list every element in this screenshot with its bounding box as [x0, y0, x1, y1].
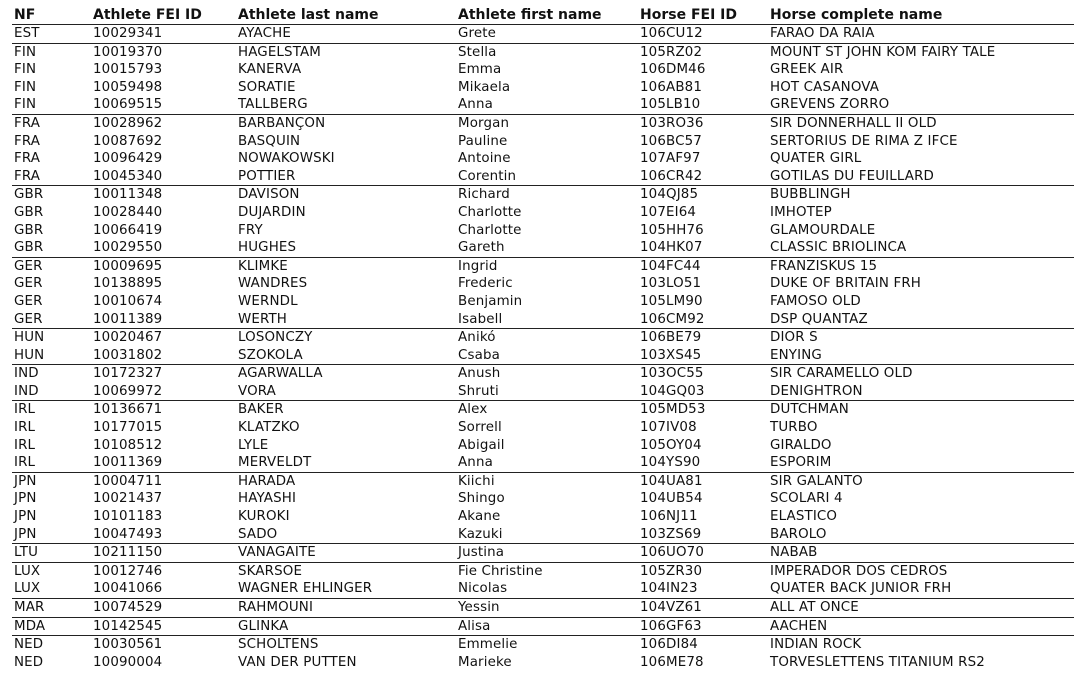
athlete-last-name-cell: SZOKOLA [238, 347, 303, 363]
table-row [12, 133, 1074, 151]
horse-fei-id-cell: 103ZS69 [640, 526, 702, 542]
athlete-first-name-cell: Mikaela [458, 79, 511, 95]
horse-fei-id-cell: 107AF97 [640, 151, 701, 167]
column-header-athlete-last-name: Athlete last name [238, 7, 379, 23]
athlete-first-name-cell: Antoine [458, 151, 511, 167]
athlete-last-name-cell: AYACHE [238, 26, 291, 41]
athlete-last-name-cell: FRY [238, 222, 263, 238]
athlete-first-name-cell: Sorrell [458, 420, 502, 436]
athlete-fei-id-cell: 10138895 [93, 276, 163, 292]
athlete-last-name-cell: LYLE [238, 437, 269, 453]
athlete-first-name-cell: Stella [456, 43, 638, 61]
table-row [12, 401, 1074, 419]
horse-fei-id-cell: 104UB54 [640, 491, 703, 507]
athlete-fei-id-cell: 10101183 [93, 509, 163, 525]
athlete-last-name-cell: TALLBERG [238, 97, 308, 113]
athlete-first-name-cell: Frederic [458, 276, 513, 292]
athlete-first-name-cell: Nicolas [458, 581, 508, 597]
athlete-last-name-cell: MERVELDT [238, 455, 312, 471]
athlete-last-name-cell: KLATZKO [238, 420, 300, 436]
athlete-first-name-cell: Anikó [456, 329, 638, 347]
column-header-nf: NF [14, 7, 36, 23]
nf-cell: GBR [14, 204, 44, 220]
athlete-last-name-cell: DUJARDIN [238, 204, 306, 220]
nf-cell: LUX [14, 581, 41, 597]
column-header-horse-fei-id: Horse FEI ID [640, 7, 737, 23]
nf-cell: GBR [12, 186, 91, 204]
athlete-fei-id-cell: 10069972 [93, 383, 163, 399]
horse-complete-name-cell: HOT CASANOVA [770, 79, 880, 95]
table-row [12, 636, 1074, 654]
table-row [12, 419, 1074, 437]
athlete-first-name-cell: Morgan [456, 114, 638, 132]
horse-fei-id-cell: 107IV08 [640, 420, 697, 436]
athlete-last-name-cell: POTTIER [238, 168, 296, 184]
table-row [12, 96, 1074, 114]
athlete-last-name-cell: HARADA [236, 472, 456, 490]
nf-cell: HUN [14, 347, 45, 363]
athlete-fei-id-cell: 10009695 [91, 257, 236, 275]
horse-fei-id-cell: 106BC57 [640, 133, 702, 149]
nf-cell: GBR [14, 240, 44, 256]
athlete-fei-id-cell: 10087692 [93, 133, 163, 149]
athlete-fei-id-cell: 10011389 [93, 311, 163, 327]
athlete-fei-id-cell: 10020467 [91, 329, 236, 347]
table-row [12, 526, 1074, 544]
nf-cell: LUX [12, 562, 91, 580]
athlete-fei-id-cell: 10047493 [93, 526, 163, 542]
athlete-fei-id-cell: 10211150 [91, 544, 236, 563]
athlete-fei-id-cell: 10004711 [91, 472, 236, 490]
athlete-fei-id-cell: 10012746 [91, 562, 236, 580]
table-header [12, 6, 1074, 25]
athlete-first-name-cell: Kazuki [458, 526, 503, 542]
horse-fei-id-cell: 103RO36 [638, 114, 768, 132]
horse-fei-id-cell: 106CU12 [640, 26, 703, 41]
athlete-fei-id-cell: 10011369 [93, 455, 163, 471]
horse-complete-name-cell: SERTORIUS DE RIMA Z IFCE [770, 133, 958, 149]
athlete-first-name-cell: Csaba [458, 347, 500, 363]
horse-complete-name-cell: QUATER BACK JUNIOR FRH [770, 581, 952, 597]
athlete-fei-id-cell: 10074529 [91, 599, 236, 618]
athlete-fei-id-cell: 10029550 [93, 240, 163, 256]
horse-fei-id-cell: 107EI64 [640, 204, 697, 220]
athlete-last-name-cell: GLINKA [236, 617, 456, 636]
horse-fei-id-cell: 106GF63 [638, 617, 768, 636]
horse-complete-name-cell: CLASSIC BRIOLINCA [770, 240, 907, 256]
table-row [12, 311, 1074, 329]
table-row [12, 437, 1074, 455]
nf-cell: IRL [12, 401, 91, 419]
table-row [12, 329, 1074, 347]
horse-complete-name-cell: INDIAN ROCK [768, 636, 1074, 654]
table-row [12, 204, 1074, 222]
horse-complete-name-cell: FAMOSO OLD [770, 293, 861, 309]
horse-complete-name-cell: SIR DONNERHALL II OLD [768, 114, 1074, 132]
horse-fei-id-cell: 105RZ02 [638, 43, 768, 61]
column-header-athlete-first-name: Athlete first name [458, 7, 602, 23]
horse-complete-name-cell: TURBO [770, 420, 818, 436]
horse-fei-id-cell: 106UO70 [638, 544, 768, 563]
athlete-last-name-cell: KUROKI [238, 509, 290, 525]
athlete-fei-id-cell: 10031802 [93, 347, 163, 363]
entry-list-table [12, 6, 1074, 671]
table-row [12, 365, 1074, 383]
table-row [12, 168, 1074, 186]
horse-complete-name-cell: GIRALDO [770, 437, 832, 453]
table-row [12, 490, 1074, 508]
horse-complete-name-cell: GREVENS ZORRO [770, 97, 890, 113]
athlete-fei-id-cell: 10045340 [93, 168, 163, 184]
horse-fei-id-cell: 105LM90 [640, 293, 703, 309]
table-row [12, 454, 1074, 472]
horse-complete-name-cell: QUATER GIRL [770, 151, 862, 167]
nf-cell: FIN [14, 79, 37, 95]
horse-complete-name-cell: AACHEN [768, 617, 1074, 636]
athlete-last-name-cell: HUGHES [238, 240, 297, 256]
nf-cell: MAR [12, 599, 91, 618]
athlete-fei-id-cell: 10066419 [93, 222, 163, 238]
horse-fei-id-cell: 106DI84 [638, 636, 768, 654]
horse-fei-id-cell: 106BE79 [638, 329, 768, 347]
athlete-last-name-cell: WANDRES [238, 276, 308, 292]
horse-complete-name-cell: ELASTICO [770, 509, 838, 525]
athlete-last-name-cell: BARBANÇON [236, 114, 456, 132]
horse-complete-name-cell: GOTILAS DU FEUILLARD [770, 168, 935, 184]
horse-complete-name-cell: NABAB [768, 544, 1074, 563]
athlete-first-name-cell: Charlotte [458, 204, 522, 220]
horse-complete-name-cell: DENIGHTRON [770, 383, 863, 399]
horse-fei-id-cell: 105OY04 [640, 437, 702, 453]
horse-fei-id-cell: 104IN23 [640, 581, 698, 597]
table-row [12, 239, 1074, 257]
athlete-last-name-cell: LOSONCZY [236, 329, 456, 347]
athlete-first-name-cell: Shruti [458, 383, 499, 399]
nf-cell: IND [12, 365, 91, 383]
athlete-first-name-cell: Anna [458, 97, 493, 113]
horse-complete-name-cell: SIR GALANTO [768, 472, 1074, 490]
athlete-fei-id-cell: 10041066 [93, 581, 163, 597]
horse-complete-name-cell: IMPERADOR DOS CEDROS [768, 562, 1074, 580]
athlete-fei-id-cell: 10021437 [93, 491, 163, 507]
athlete-first-name-cell: Akane [458, 509, 501, 525]
athlete-last-name-cell: VAN DER PUTTEN [238, 654, 357, 670]
athlete-first-name-cell: Pauline [458, 133, 508, 149]
athlete-last-name-cell: DAVISON [236, 186, 456, 204]
athlete-last-name-cell: BAKER [236, 401, 456, 419]
horse-complete-name-cell: SIR CARAMELLO OLD [768, 365, 1074, 383]
horse-complete-name-cell: IMHOTEP [770, 204, 832, 220]
horse-complete-name-cell: FARAO DA RAIA [770, 26, 875, 41]
horse-fei-id-cell: 105ZR30 [638, 562, 768, 580]
athlete-fei-id-cell: 10028440 [93, 204, 163, 220]
athlete-first-name-cell: Isabell [458, 311, 503, 327]
athlete-fei-id-cell: 10069515 [93, 97, 163, 113]
table-row [12, 222, 1074, 240]
athlete-last-name-cell: VORA [238, 383, 276, 399]
horse-fei-id-cell: 104FC44 [638, 257, 768, 275]
table-row [12, 150, 1074, 168]
horse-complete-name-cell: GREEK AIR [770, 62, 844, 78]
horse-complete-name-cell: BAROLO [770, 526, 827, 542]
athlete-last-name-cell: RAHMOUNI [236, 599, 456, 618]
horse-fei-id-cell: 106CM92 [640, 311, 705, 327]
athlete-first-name-cell: Richard [456, 186, 638, 204]
horse-fei-id-cell: 104HK07 [640, 240, 703, 256]
athlete-first-name-cell: Kiichi [456, 472, 638, 490]
horse-fei-id-cell: 105LB10 [640, 97, 701, 113]
athlete-last-name-cell: WAGNER EHLINGER [238, 581, 373, 597]
athlete-fei-id-cell: 10136671 [91, 401, 236, 419]
table-row [12, 654, 1074, 672]
column-header-horse-complete-name: Horse complete name [770, 7, 943, 23]
horse-fei-id-cell: 106ME78 [640, 654, 704, 670]
horse-complete-name-cell: DIOR S [768, 329, 1074, 347]
athlete-fei-id-cell: 10028962 [91, 114, 236, 132]
nf-cell: IRL [14, 455, 36, 471]
horse-fei-id-cell: 104GQ03 [640, 383, 705, 399]
athlete-first-name-cell: Marieke [458, 654, 512, 670]
athlete-last-name-cell: SCHOLTENS [236, 636, 456, 654]
table-row [12, 508, 1074, 526]
horse-complete-name-cell: MOUNT ST JOHN KOM FAIRY TALE [768, 43, 1074, 61]
horse-complete-name-cell: FRANZISKUS 15 [768, 257, 1074, 275]
horse-complete-name-cell: DUTCHMAN [768, 401, 1074, 419]
horse-fei-id-cell: 104VZ61 [638, 599, 768, 618]
nf-cell: MDA [12, 617, 91, 636]
athlete-last-name-cell: SKARSOE [236, 562, 456, 580]
table-row [12, 293, 1074, 311]
nf-cell: GBR [14, 222, 44, 238]
nf-cell: JPN [14, 526, 37, 542]
horse-complete-name-cell: TORVESLETTENS TITANIUM RS2 [770, 654, 985, 670]
horse-complete-name-cell: ENYING [770, 347, 822, 363]
table-row [12, 562, 1074, 580]
table-row [12, 472, 1074, 490]
athlete-fei-id-cell: 10059498 [93, 79, 163, 95]
nf-cell: JPN [14, 491, 37, 507]
athlete-last-name-cell: SADO [238, 526, 278, 542]
horse-complete-name-cell: DSP QUANTAZ [770, 311, 868, 327]
athlete-first-name-cell: Anush [456, 365, 638, 383]
table-row [12, 186, 1074, 204]
horse-fei-id-cell: 104QJ85 [638, 186, 768, 204]
athlete-last-name-cell: NOWAKOWSKI [238, 151, 335, 167]
horse-complete-name-cell: BUBBLINGH [768, 186, 1074, 204]
table-row [12, 25, 1074, 44]
horse-fei-id-cell: 103OC55 [638, 365, 768, 383]
athlete-last-name-cell: KLIMKE [236, 257, 456, 275]
athlete-first-name-cell: Benjamin [458, 293, 523, 309]
nf-cell: IND [14, 383, 39, 399]
horse-complete-name-cell: GLAMOURDALE [770, 222, 876, 238]
athlete-fei-id-cell: 10142545 [91, 617, 236, 636]
nf-cell: JPN [12, 472, 91, 490]
athlete-first-name-cell: Gareth [458, 240, 505, 256]
table-body [12, 25, 1074, 672]
athlete-first-name-cell: Justina [456, 544, 638, 563]
athlete-last-name-cell: SORATIE [238, 79, 296, 95]
athlete-first-name-cell: Grete [458, 26, 497, 41]
athlete-last-name-cell: WERTH [238, 311, 288, 327]
athlete-first-name-cell: Emma [458, 62, 502, 78]
nf-cell: GER [14, 293, 43, 309]
athlete-last-name-cell: VANAGAITE [236, 544, 456, 563]
table-row [12, 114, 1074, 132]
athlete-first-name-cell: Anna [458, 455, 493, 471]
horse-fei-id-cell: 103XS45 [640, 347, 702, 363]
table-row [12, 275, 1074, 293]
horse-fei-id-cell: 103LO51 [640, 276, 702, 292]
horse-complete-name-cell: DUKE OF BRITAIN FRH [770, 276, 921, 292]
table-row [12, 599, 1074, 618]
nf-cell: GER [14, 276, 43, 292]
table-row [12, 544, 1074, 563]
table-row [12, 580, 1074, 598]
athlete-fei-id-cell: 10019370 [91, 43, 236, 61]
athlete-first-name-cell: Abigail [458, 437, 505, 453]
horse-fei-id-cell: 106CR42 [640, 168, 703, 184]
horse-fei-id-cell: 106NJ11 [640, 509, 698, 525]
nf-cell: LTU [12, 544, 91, 563]
nf-cell: GER [12, 257, 91, 275]
nf-cell: FRA [14, 151, 41, 167]
entry-list-sheet [12, 6, 1074, 671]
nf-cell: HUN [12, 329, 91, 347]
nf-cell: FIN [12, 43, 91, 61]
athlete-last-name-cell: KANERVA [238, 62, 302, 78]
horse-complete-name-cell: ESPORIM [770, 455, 832, 471]
column-header-athlete-fei-id: Athlete FEI ID [93, 7, 202, 23]
table-row [12, 79, 1074, 97]
nf-cell: FIN [14, 97, 37, 113]
athlete-fei-id-cell: 10090004 [93, 654, 163, 670]
table-row [12, 257, 1074, 275]
athlete-first-name-cell: Corentin [458, 168, 517, 184]
horse-fei-id-cell: 106DM46 [640, 62, 706, 78]
nf-cell: GER [14, 311, 43, 327]
athlete-fei-id-cell: 10030561 [91, 636, 236, 654]
nf-cell: FRA [12, 114, 91, 132]
horse-complete-name-cell: ALL AT ONCE [768, 599, 1074, 618]
athlete-first-name-cell: Shingo [458, 491, 505, 507]
nf-cell: IRL [14, 420, 36, 436]
athlete-last-name-cell: AGARWALLA [236, 365, 456, 383]
athlete-last-name-cell: HAYASHI [238, 491, 297, 507]
table-row [12, 347, 1074, 365]
athlete-fei-id-cell: 10015793 [93, 62, 163, 78]
athlete-last-name-cell: HAGELSTAM [236, 43, 456, 61]
table-row [12, 383, 1074, 401]
athlete-first-name-cell: Emmelie [456, 636, 638, 654]
nf-cell: FIN [14, 62, 37, 78]
nf-cell: IRL [14, 437, 36, 453]
table-row [12, 61, 1074, 79]
horse-fei-id-cell: 106AB81 [640, 79, 702, 95]
nf-cell: NED [12, 636, 91, 654]
athlete-first-name-cell: Alex [456, 401, 638, 419]
nf-cell: JPN [14, 509, 37, 525]
athlete-fei-id-cell: 10172327 [91, 365, 236, 383]
athlete-first-name-cell: Charlotte [458, 222, 522, 238]
athlete-first-name-cell: Fie Christine [456, 562, 638, 580]
nf-cell: FRA [14, 133, 41, 149]
nf-cell: EST [14, 26, 40, 41]
table-row [12, 617, 1074, 636]
athlete-first-name-cell: Ingrid [456, 257, 638, 275]
horse-fei-id-cell: 104UA81 [638, 472, 768, 490]
athlete-fei-id-cell: 10029341 [93, 26, 163, 41]
athlete-first-name-cell: Alisa [456, 617, 638, 636]
horse-complete-name-cell: SCOLARI 4 [770, 491, 843, 507]
horse-fei-id-cell: 104YS90 [640, 455, 701, 471]
athlete-fei-id-cell: 10011348 [91, 186, 236, 204]
athlete-fei-id-cell: 10096429 [93, 151, 163, 167]
athlete-last-name-cell: BASQUIN [238, 133, 301, 149]
athlete-fei-id-cell: 10108512 [93, 437, 163, 453]
horse-fei-id-cell: 105HH76 [640, 222, 704, 238]
nf-cell: NED [14, 654, 44, 670]
athlete-fei-id-cell: 10010674 [93, 293, 163, 309]
header-row [12, 6, 1074, 25]
athlete-last-name-cell: WERNDL [238, 293, 298, 309]
athlete-fei-id-cell: 10177015 [93, 420, 163, 436]
horse-fei-id-cell: 105MD53 [638, 401, 768, 419]
athlete-first-name-cell: Yessin [456, 599, 638, 618]
table-row [12, 43, 1074, 61]
nf-cell: FRA [14, 168, 41, 184]
